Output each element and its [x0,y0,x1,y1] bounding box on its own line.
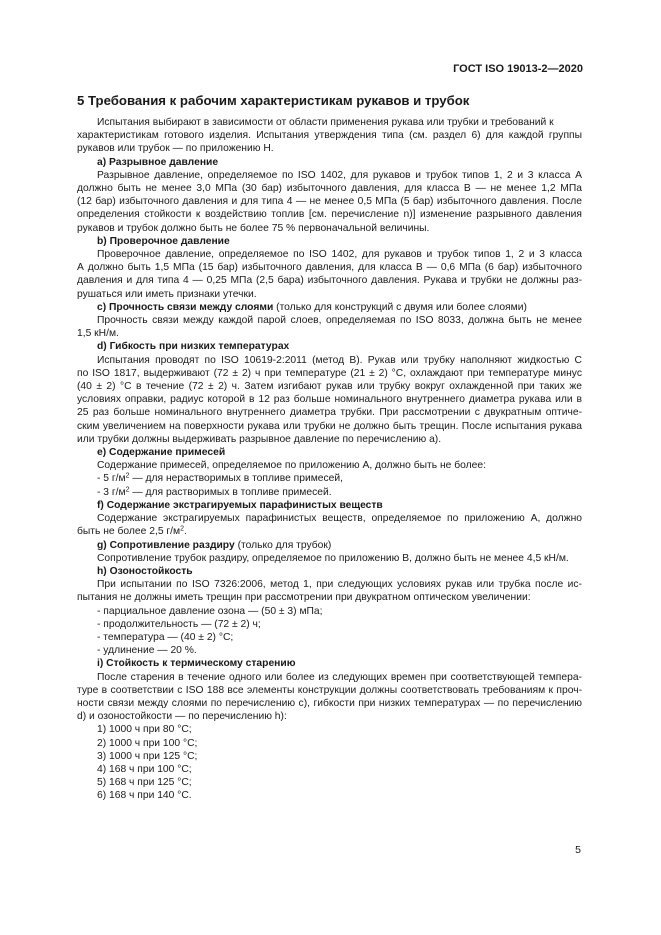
clause-i-item-3: 3) 1000 ч при 125 °С; [97,750,198,762]
page-number: 5 [575,844,581,856]
clause-g-heading-line [77,539,582,552]
clause-b-line-3: давления и для типа 4 — 0,25 МПа (2,5 бара) избыточного давления. Рукава и трубки не должны раз- [77,275,582,287]
clause-i-item-2: 2) 1000 ч при 100 °С; [97,737,198,749]
clause-b-line-1: Проверочное давление, определяемое по ISO 1402, для рукавов и трубок типов 1, 2 и 3 класса [97,249,582,261]
clause-i [77,657,582,802]
clause-f-line-1: Содержание экстрагируемых парафинистых веществ, определяемое по приложению А, должно [97,513,582,525]
clause-i-line-2: туре в соответствии с ISO 188 все элементы конструкции должны соответствовать требованиям к проч- [77,684,582,696]
clause-e-item-1-sup: 2 [125,472,130,480]
clause-c-heading-line [77,301,582,314]
clause-e-item-1-text: - 5 г/м [97,473,126,485]
clause-b [77,235,582,301]
clause-c-line-1: Прочность связи между каждой парой слоев, определяемая по ISO 8033, должна быть не менее [97,315,582,327]
clause-g-line-1: Сопротивление трубок раздиру, определяемое по приложению В, должно быть не менее 4,5 кН/м. [97,552,569,564]
clause-e-item-1-rest: — для нерастворимых в топливе примесей, [129,473,344,485]
clause-i-item-6: 6) 168 ч при 140 °С. [97,790,192,802]
clause-c [77,301,582,341]
clause-a-line-2: должно быть не менее 3,0 МПа (30 бар) избыточного давления, для класса В — не менее 1,2 МПа [77,183,582,195]
clause-c-line-2: 1,5 кН/м. [77,328,119,340]
clause-b-line-4: рушаться или иметь признаки утечки. [77,288,257,300]
clause-a-heading: а) Разрывное давление [97,156,219,168]
clause-e-item-2-sup: 2 [125,486,130,494]
clause-i-item-1: 1) 1000 ч при 80 °С; [97,724,192,736]
clause-h-item-3: - температура — (40 ± 2) °С; [97,631,234,643]
clause-f-heading: f) Содержание экстрагируемых парафинистых веществ [97,499,383,511]
clause-i-line-1: После старения в течение одного или более из следующих времен при соответствующей темпера- [97,671,582,683]
clause-d-line-7: или трубки должны выдерживать разрывное давление по перечислению а). [77,433,442,445]
clause-e-line-1: Содержание примесей, определяемое по приложению А, должно быть не более: [97,460,486,472]
clause-h-line-2: пытания не должны иметь трещин при рассмотрении при двукратном оптическом увеличении: [77,592,531,604]
clause-b-heading: b) Проверочное давление [97,235,230,247]
clause-i-item-4: 4) 168 ч при 100 °С; [97,763,192,775]
clause-f-line-2-text: быть не более 2,5 г/м [77,526,181,538]
clause-f-line-2-sup: 2 [180,525,185,533]
clause-d-heading: d) Гибкость при низких температурах [97,341,290,353]
clause-h [77,565,582,657]
clause-d-line-1: Испытания проводят по ISO 10619-2:2011 (метод В). Рукав или трубку наполняют жидкостью С [97,354,582,366]
document-code-header: ГОСТ ISO 19013-2—2020 [453,63,583,75]
section-title: 5 Требования к рабочим характеристикам рукавов и трубок [77,93,470,108]
clause-d-line-3: (40 ± 2) °С в течение (72 ± 2) ч. Затем изгибают рукав или трубку вокруг охлажденной при таких же [77,381,582,393]
page-body [77,92,582,803]
clause-a-line-4: определения стойкости к воздействию топлив [см. перечисление n)] изменение разрывного давления [77,209,582,221]
intro-line-2: характеристикам готового изделия. Испытания утверждения типа (см. раздел 6) для каждой группы [77,130,582,142]
clause-e-heading: е) Содержание примесей [97,447,226,459]
clause-f-line-2 [77,525,582,538]
clause-i-item-5: 5) 168 ч при 125 °С; [97,777,192,789]
clause-e-item-2-rest: — для растворимых в топливе примесей. [129,486,332,498]
clause-e-item-2 [77,486,582,499]
clause-g-note: (только для трубок) [234,539,332,551]
clause-c-note: (только для конструкций с двумя или более слоями) [273,301,527,313]
clause-d-line-2: по ISO 1817, выдерживают (72 ± 2) ч при температуре (21 ± 2) °С, охлаждают при температуре минус [77,367,582,379]
clause-a [77,156,582,235]
clause-d-line-4: условиях оправки, радиус которой в 12 раз больше номинального внутреннего диаметра рукава или в [77,394,582,406]
clause-a-line-3: (12 бар) избыточного давления и для типа 4 — не менее 0,5 МПа (5 бар) избыточного давления. После [77,196,582,208]
clause-d-line-6: ским увеличением на поверхности рукава или трубки не должно быть трещин. После испытания рукава [77,420,582,432]
clause-h-heading: h) Озоностойкость [97,565,193,577]
clause-d-line-5: 25 раз больше номинального внутреннего диаметра трубки. При рассмотрении с двукратным оптиче- [77,407,582,419]
clause-g-heading: g) Сопротивление раздиру [97,539,235,551]
clause-h-item-2: - продолжительность — (72 ± 2) ч; [97,618,261,630]
clause-f-line-2-rest: . [184,526,187,538]
clause-f [77,499,582,539]
clause-i-line-3: ности связи между слоями по перечислению с), гибкости при низких температурах — по перечислению [77,697,582,709]
clause-i-heading: i) Стойкость к термическому старению [97,658,296,670]
clause-e [77,446,582,499]
clause-e-item-2-text: - 3 г/м [97,486,126,498]
clause-e-item-1 [77,472,582,485]
clause-d [77,340,582,446]
clause-a-line-1: Разрывное давление, определяемое по ISO 1402, для рукавов и трубок типов 1, 2 и 3 класса А [97,169,582,181]
clause-a-line-5: рукавов и трубок должно быть не более 75 % первоначальной величины. [77,222,430,234]
clause-g [77,539,582,565]
clause-h-item-4: - удлинение — 20 %. [97,645,197,657]
intro-line-1: Испытания выбирают в зависимости от области применения рукава или трубки и требований к [97,117,554,128]
clause-c-heading: с) Прочность связи между слоями [97,301,274,313]
clause-i-line-4: d) и озоностойкости — по перечислению h): [77,711,287,723]
clause-h-item-1: - парциальное давление озона — (50 ± 3) мПа; [97,605,323,617]
intro-paragraph [77,116,582,156]
clause-b-line-2: А должно быть 1,5 МПа (15 бар) избыточного давления, для класса В — 0,6 МПа (6 бар) избыточного [77,262,582,274]
clause-h-line-1: При испытании по ISO 7326:2006, метод 1, при следующих условиях рукав или трубка после ис- [97,579,582,591]
intro-line-3: рукавов или трубок — по приложению Н. [77,143,274,155]
